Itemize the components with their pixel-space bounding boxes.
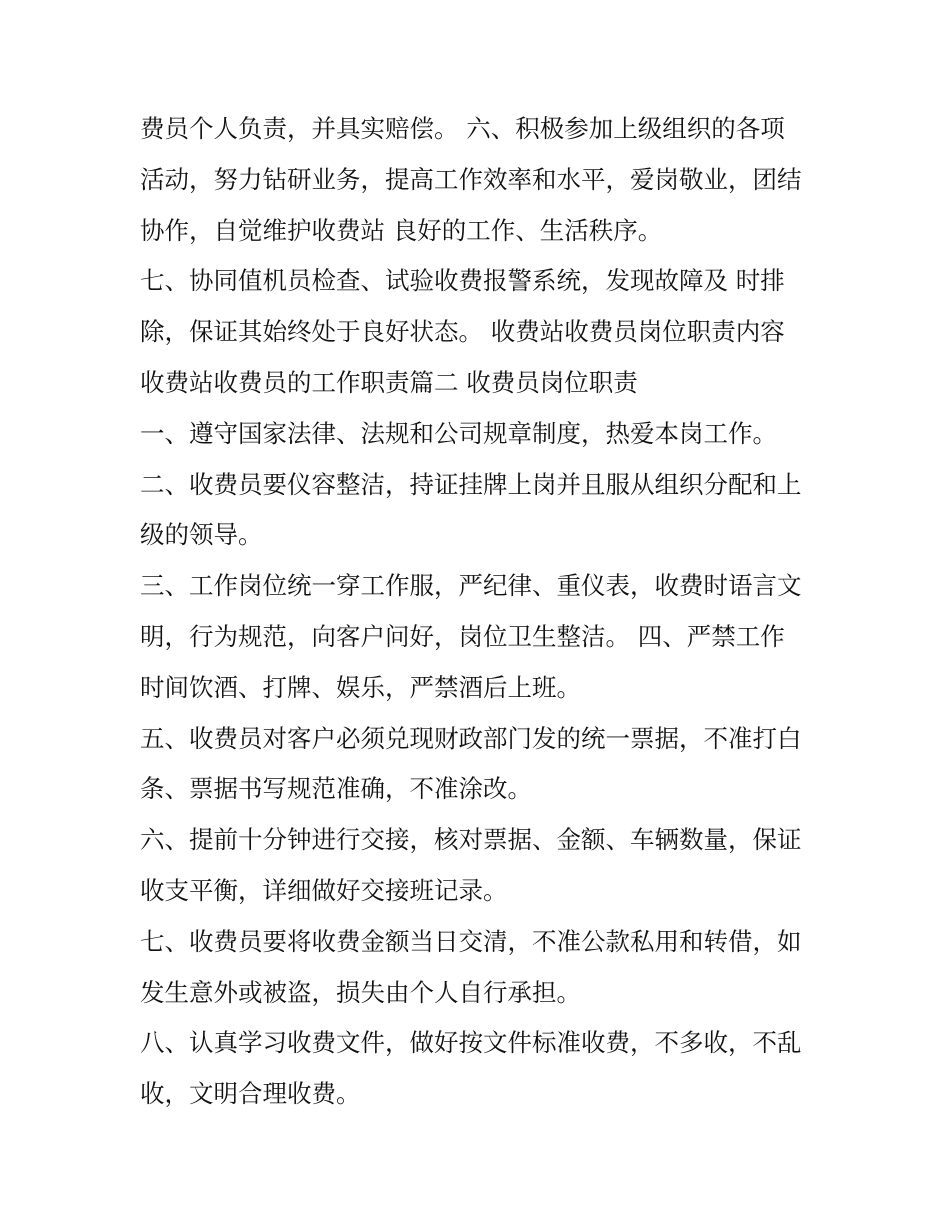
- text-line: 级的领导。: [140, 520, 263, 550]
- text-line: 收，文明合理收费。: [140, 1079, 361, 1109]
- text-line: 收支平衡，详细做好交接班记录。: [140, 875, 508, 905]
- document-body: [140, 104, 820, 1120]
- section-heading: 收费站收费员的工作职责篇二 收费员岗位职责: [140, 367, 638, 397]
- text-line: 七、收费员要将收费金额当日交清，不准公款私用和转借，如: [140, 926, 802, 956]
- text-line: 三、工作岗位统一穿工作服，严纪律、重仪表，收费时语言文: [140, 571, 802, 601]
- text-line: 八、认真学习收费文件，做好按文件标准收费，不多收，不乱: [140, 1028, 802, 1058]
- text-line: 时间饮酒、打牌、娱乐，严禁酒后上班。: [140, 672, 581, 702]
- text-line: 明，行为规范，向客户问好，岗位卫生整洁。 四、严禁工作: [140, 621, 785, 651]
- text-line: 二、收费员要仪容整洁，持证挂牌上岗并且服从组织分配和上: [140, 469, 802, 499]
- text-line: 五、收费员对客户必须兑现财政部门发的统一票据，不准打白: [140, 723, 802, 753]
- text-line: 一、遵守国家法律、法规和公司规章制度，热爱本岗工作。: [140, 418, 777, 448]
- text-line: 六、提前十分钟进行交接，核对票据、金额、车辆数量，保证: [140, 825, 802, 855]
- text-line: 除，保证其始终处于良好状态。 收费站收费员岗位职责内容: [140, 317, 785, 347]
- text-line: 七、协同值机员检查、试验收费报警系统，发现故障及 时排: [140, 266, 785, 296]
- text-line: 协作，自觉维护收费站 良好的工作、生活秩序。: [140, 215, 663, 245]
- text-line: 条、票据书写规范准确，不准涂改。: [140, 774, 532, 804]
- text-line: 费员个人负责，并具实赔偿。 六、积极参加上级组织的各项: [140, 114, 785, 143]
- text-line: 发生意外或被盗，损失由个人自行承担。: [140, 977, 581, 1007]
- text-line: 活动，努力钻研业务，提高工作效率和水平，爱岗敬业，团结: [140, 164, 802, 194]
